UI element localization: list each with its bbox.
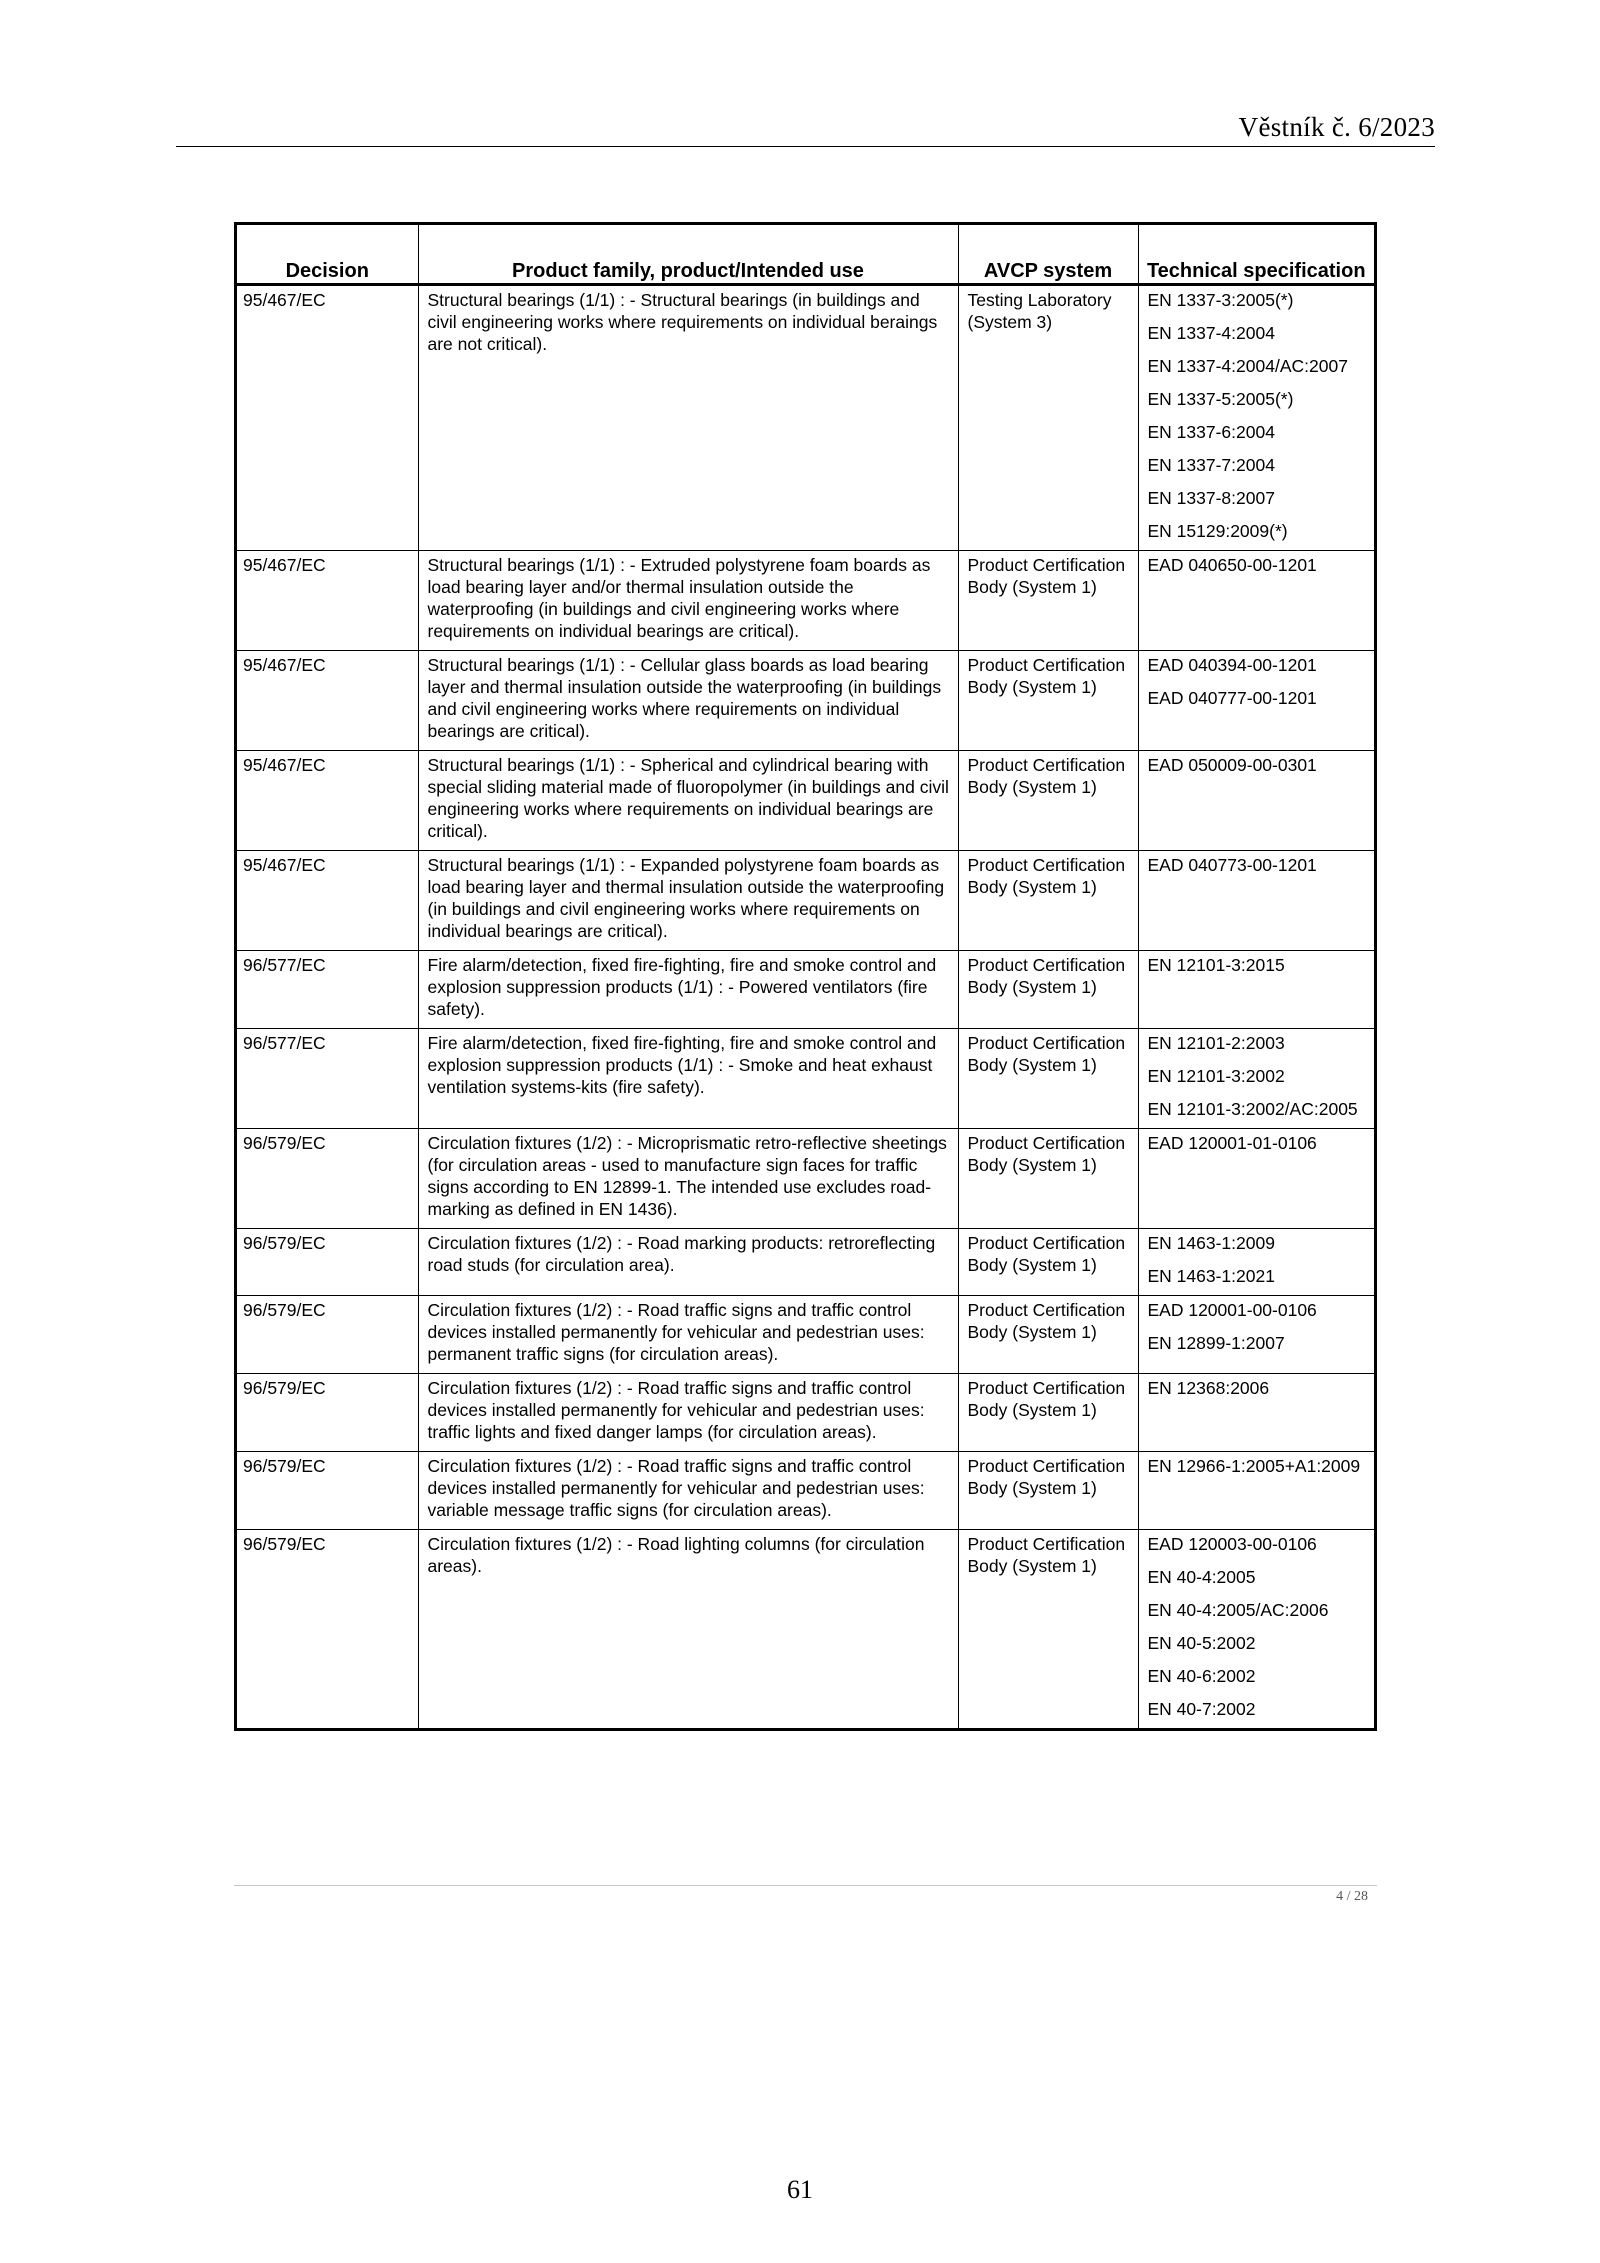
avcp-cell: Product Certification Body (System 1) xyxy=(958,1296,1138,1374)
decision-cell: 95/467/EC xyxy=(237,285,418,551)
table-row xyxy=(237,1229,1374,1296)
avcp-cell: Product Certification Body (System 1) xyxy=(958,951,1138,1029)
specification-entry: EN 12101-3:2002 xyxy=(1147,1066,1285,1086)
table-row xyxy=(237,651,1374,751)
avcp-cell: Product Certification Body (System 1) xyxy=(958,1229,1138,1296)
specification-entry: EN 12899-1:2007 xyxy=(1147,1333,1285,1353)
decision-cell: 96/577/EC xyxy=(237,951,418,1029)
specification-entry: EAD 040394-00-1201 xyxy=(1147,655,1317,675)
avcp-cell: Product Certification Body (System 1) xyxy=(958,1452,1138,1530)
column-header-decision: Decision xyxy=(237,225,418,285)
specification-cell xyxy=(1138,285,1374,551)
decision-cell: 96/579/EC xyxy=(237,1129,418,1229)
specification-entry: EN 1337-8:2007 xyxy=(1147,488,1275,508)
specification-entry: EAD 050009-00-0301 xyxy=(1147,755,1317,775)
decision-cell: 96/579/EC xyxy=(237,1296,418,1374)
decision-cell: 95/467/EC xyxy=(237,751,418,851)
specification-entry: EAD 120003-00-0106 xyxy=(1147,1534,1317,1554)
specification-entry: EN 1337-6:2004 xyxy=(1147,422,1275,442)
page-counter: 4 / 28 xyxy=(1336,1889,1368,1904)
product-cell: Circulation fixtures (1/2) : - Road traffic signs and traffic control devices installed permanently for vehicular and pedestrian uses: permanent traffic signs (for circulation areas). xyxy=(418,1296,958,1374)
product-cell: Circulation fixtures (1/2) : - Road lighting columns (for circulation areas). xyxy=(418,1530,958,1729)
specification-entry: EN 12368:2006 xyxy=(1147,1378,1270,1398)
avcp-cell: Product Certification Body (System 1) xyxy=(958,651,1138,751)
specification-entry: EN 40-4:2005 xyxy=(1147,1567,1256,1587)
decision-cell: 96/577/EC xyxy=(237,1029,418,1129)
specification-cell xyxy=(1138,951,1374,1029)
product-cell: Fire alarm/detection, fixed fire-fighting, fire and smoke control and explosion suppression products (1/1) : - Powered ventilators (fire safety). xyxy=(418,951,958,1029)
avcp-cell: Product Certification Body (System 1) xyxy=(958,1129,1138,1229)
specification-entry: EAD 040777-00-1201 xyxy=(1147,688,1317,708)
specification-table xyxy=(234,222,1377,1731)
decision-cell: 96/579/EC xyxy=(237,1530,418,1729)
journal-title: Věstník č. 6/2023 xyxy=(1238,112,1435,142)
specification-entry: EAD 120001-00-0106 xyxy=(1147,1300,1317,1320)
avcp-cell: Product Certification Body (System 1) xyxy=(958,1374,1138,1452)
specification-entry: EN 40-5:2002 xyxy=(1147,1633,1256,1653)
specification-cell xyxy=(1138,1530,1374,1729)
avcp-cell: Product Certification Body (System 1) xyxy=(958,1029,1138,1129)
specification-entry: EN 1337-4:2004 xyxy=(1147,323,1275,343)
table-row xyxy=(237,1296,1374,1374)
specification-entry: EAD 040650-00-1201 xyxy=(1147,555,1317,575)
header-rule xyxy=(176,146,1435,147)
product-cell: Structural bearings (1/1) : - Spherical and cylindrical bearing with special sliding material made of fluoropolymer (in buildings and civil engineering works where requirements on individual bearings are critical). xyxy=(418,751,958,851)
product-cell: Structural bearings (1/1) : - Extruded polystyrene foam boards as load bearing layer and/or thermal insulation outside the waterproofing (in buildings and civil engineering works where requirements on individual bearings are critical). xyxy=(418,551,958,651)
specification-cell xyxy=(1138,1129,1374,1229)
table-row xyxy=(237,851,1374,951)
specification-entry: EN 1337-7:2004 xyxy=(1147,455,1275,475)
column-header-specification: Technical specification xyxy=(1138,225,1374,285)
table-row xyxy=(237,1029,1374,1129)
avcp-cell: Product Certification Body (System 1) xyxy=(958,851,1138,951)
specification-entry: EN 1463-1:2009 xyxy=(1147,1233,1275,1253)
avcp-cell: Testing Laboratory (System 3) xyxy=(958,285,1138,551)
product-cell: Structural bearings (1/1) : - Cellular glass boards as load bearing layer and thermal insulation outside the waterproofing (in buildings and civil engineering works where requirements on individual bearings are critical). xyxy=(418,651,958,751)
product-cell: Structural bearings (1/1) : - Structural bearings (in buildings and civil engineering works where requirements on individual beraings are not critical). xyxy=(418,285,958,551)
decision-cell: 96/579/EC xyxy=(237,1374,418,1452)
specification-entry: EN 1463-1:2021 xyxy=(1147,1266,1275,1286)
specification-entry: EN 12966-1:2005+A1:2009 xyxy=(1147,1456,1361,1476)
table-row xyxy=(237,1530,1374,1729)
specification-entry: EN 15129:2009(*) xyxy=(1147,521,1288,541)
product-cell: Circulation fixtures (1/2) : - Road traffic signs and traffic control devices installed permanently for vehicular and pedestrian uses: traffic lights and fixed danger lamps (for circulation areas). xyxy=(418,1374,958,1452)
specification-cell xyxy=(1138,1229,1374,1296)
decision-cell: 95/467/EC xyxy=(237,651,418,751)
decision-cell: 95/467/EC xyxy=(237,851,418,951)
product-cell: Circulation fixtures (1/2) : - Road marking products: retroreflecting road studs (for circulation area). xyxy=(418,1229,958,1296)
product-cell: Circulation fixtures (1/2) : - Microprismatic retro-reflective sheetings (for circulation areas - used to manufacture sign faces for traffic signs according to EN 12899-1. The intended use excludes road-marking as defined in EN 1436). xyxy=(418,1129,958,1229)
decision-cell: 96/579/EC xyxy=(237,1229,418,1296)
product-cell: Fire alarm/detection, fixed fire-fighting, fire and smoke control and explosion suppression products (1/1) : - Smoke and heat exhaust ventilation systems-kits (fire safety). xyxy=(418,1029,958,1129)
avcp-cell: Product Certification Body (System 1) xyxy=(958,551,1138,651)
column-header-avcp: AVCP system xyxy=(958,225,1138,285)
table-row xyxy=(237,951,1374,1029)
specification-entry: EN 40-6:2002 xyxy=(1147,1666,1256,1686)
decision-cell: 95/467/EC xyxy=(237,551,418,651)
specification-cell xyxy=(1138,551,1374,651)
specification-cell xyxy=(1138,1452,1374,1530)
specification-cell xyxy=(1138,751,1374,851)
specification-cell xyxy=(1138,1296,1374,1374)
table-row xyxy=(237,1374,1374,1452)
avcp-cell: Product Certification Body (System 1) xyxy=(958,751,1138,851)
avcp-cell: Product Certification Body (System 1) xyxy=(958,1530,1138,1729)
specification-cell xyxy=(1138,851,1374,951)
table-row xyxy=(237,551,1374,651)
specification-entry: EAD 040773-00-1201 xyxy=(1147,855,1317,875)
specification-entry: EN 40-4:2005/AC:2006 xyxy=(1147,1600,1329,1620)
table-row xyxy=(237,1129,1374,1229)
specification-entry: EN 1337-3:2005(*) xyxy=(1147,290,1294,310)
specification-cell xyxy=(1138,1029,1374,1129)
column-header-product: Product family, product/Intended use xyxy=(418,225,958,285)
specification-entry: EN 12101-3:2002/AC:2005 xyxy=(1147,1099,1358,1119)
table-row xyxy=(237,285,1374,551)
specification-entry: EAD 120001-01-0106 xyxy=(1147,1133,1317,1153)
table-row xyxy=(237,751,1374,851)
product-cell: Circulation fixtures (1/2) : - Road traffic signs and traffic control devices installed permanently for vehicular and pedestrian uses: variable message traffic signs (for circulation areas). xyxy=(418,1452,958,1530)
specification-entry: EN 12101-3:2015 xyxy=(1147,955,1285,975)
table-header-row xyxy=(237,225,1374,285)
table-row xyxy=(237,1452,1374,1530)
specification-cell xyxy=(1138,651,1374,751)
specification-entry: EN 1337-5:2005(*) xyxy=(1147,389,1294,409)
footer-rule xyxy=(234,1885,1377,1886)
decision-cell: 96/579/EC xyxy=(237,1452,418,1530)
page-number: 61 xyxy=(787,2175,813,2204)
specification-entry: EN 12101-2:2003 xyxy=(1147,1033,1285,1053)
specification-entry: EN 1337-4:2004/AC:2007 xyxy=(1147,356,1348,376)
product-cell: Structural bearings (1/1) : - Expanded polystyrene foam boards as load bearing layer and thermal insulation outside the waterproofing (in buildings and civil engineering works where requirements on individual bearings are critical). xyxy=(418,851,958,951)
specification-cell xyxy=(1138,1374,1374,1452)
specification-entry: EN 40-7:2002 xyxy=(1147,1699,1256,1719)
